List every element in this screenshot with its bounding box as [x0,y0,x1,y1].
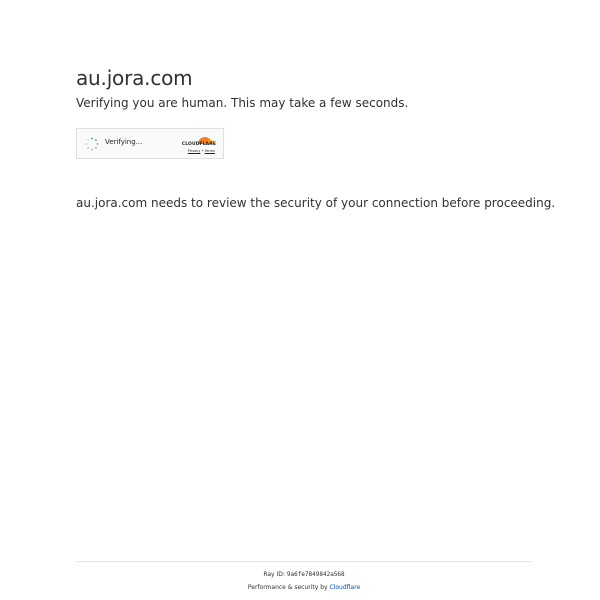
page-title: au.jora.com [76,66,193,90]
security-notice: au.jora.com needs to review the security of your connection before proceeding. [76,196,556,210]
ray-id-line [76,571,532,578]
performance-line [76,584,532,591]
ray-id-value: 9a6fe7849842a568 [286,571,345,578]
verifying-status: Verifying... [105,138,143,146]
performance-text: Performance & security by [247,584,328,591]
widget-links [188,149,215,153]
cloudflare-brand: CLOUDFLARE [181,142,216,147]
spinner-icon [85,137,99,151]
privacy-link[interactable]: Privacy [187,149,201,153]
cloudflare-link[interactable]: Cloudflare [329,584,361,591]
terms-link[interactable]: Terms [204,149,215,153]
verification-subtitle: Verifying you are human. This may take a few seconds. [76,96,409,110]
links-separator: • [201,149,204,153]
turnstile-widget[interactable] [76,128,224,159]
footer-divider [76,561,532,562]
ray-id-label: Ray ID: [263,571,285,578]
